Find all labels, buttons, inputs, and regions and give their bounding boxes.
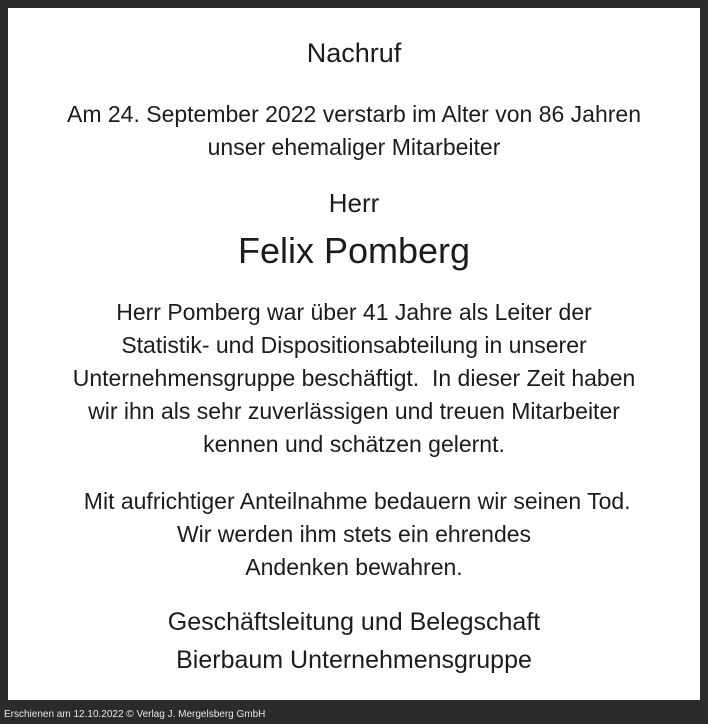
- tribute-line: kennen und schätzen gelernt.: [203, 431, 505, 457]
- tribute-line: Statistik- und Dispositionsabteilung in unserer: [121, 332, 587, 358]
- obituary-card: [8, 8, 700, 700]
- tribute-text: [8, 296, 700, 461]
- condolence-line: Mit aufrichtiger Anteilnahme bedauern wir seinen Tod.: [77, 488, 631, 514]
- salutation: Herr: [328, 188, 380, 218]
- condolence-line: Wir werden ihm stets ein ehrendes: [176, 521, 532, 547]
- tribute-line: wir ihn als sehr zuverlässigen und treuen Mitarbeiter: [88, 398, 620, 424]
- intro-text: [8, 98, 700, 164]
- obituary-heading: Nachruf: [306, 38, 402, 68]
- condolence-text: [8, 485, 700, 584]
- tribute-line: Unternehmensgruppe beschäftigt. In dieser Zeit haben: [72, 365, 636, 391]
- signature-line-1: Geschäftsleitung und Belegschaft: [167, 608, 541, 636]
- signature-line-2: Bierbaum Unternehmensgruppe: [176, 646, 532, 674]
- intro-line: unser ehemaliger Mitarbeiter: [207, 134, 501, 160]
- publication-footer: Erschienen am 12.10.2022 © Verlag J. Mergelsberg GmbH: [4, 709, 266, 720]
- tribute-line: Herr Pomberg war über 41 Jahre als Leiter der: [116, 299, 592, 325]
- intro-line: Am 24. September 2022 verstarb im Alter von 86 Jahren: [66, 101, 642, 127]
- condolence-line: Andenken bewahren.: [245, 554, 463, 580]
- deceased-name: Felix Pomberg: [237, 230, 471, 271]
